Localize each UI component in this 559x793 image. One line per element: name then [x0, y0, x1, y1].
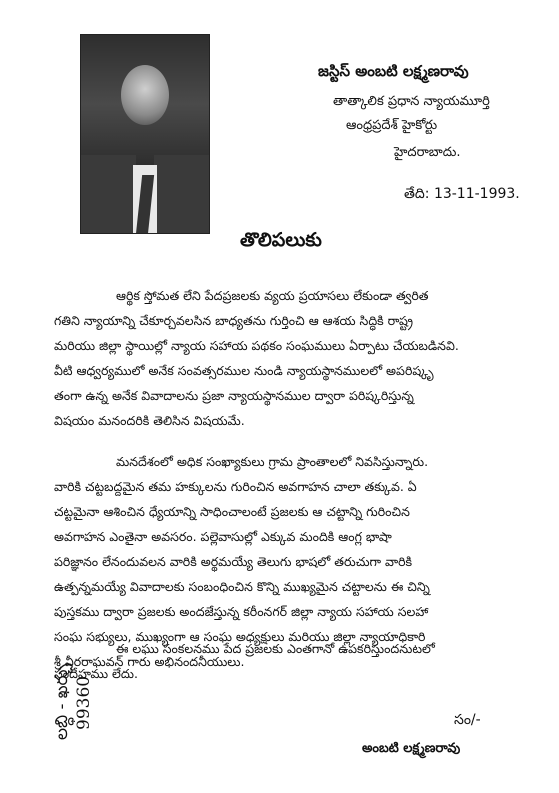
paragraph-line: విషయం మనందరికి తెలిసిన విషయమే. — [54, 413, 245, 428]
paragraph-line: పరిజ్ఞానం లేనందువలన వారికి అర్థమయ్యే తెలుగు భాషలో తరుచుగా వారికి — [54, 554, 413, 569]
signatory-name: అంబటి లక్ష్మణరావు — [362, 741, 461, 756]
signature-mark: సం/- — [454, 712, 481, 728]
paragraph-line: అవగాహన ఎంతైనా అవసరం. పల్లెవాసుల్లో ఎక్కువ మందికి ఆంగ్ల భాషా — [54, 529, 392, 544]
paragraph-line: వారికి చట్టబద్దమైన తమ హక్కులను గురించిన అవగాహన చాలా తక్కువ. ఏ — [54, 479, 417, 494]
paragraph-line: తంగా ఉన్న అనేక వివాదాలను ప్రజా న్యాయస్థానముల ద్వారా పరిష్కరిస్తున్న — [54, 388, 414, 403]
paragraph-line: మనదేశంలో అధిక సంఖ్యాకులు గ్రామ ప్రాంతాలలో నివసిస్తున్నారు. — [116, 454, 429, 469]
paragraph-line: వీటి ఆధ్వర్యములో అనేక సంవత్సరముల నుండి న్యాయస్థానములలో అపరిష్కృ — [54, 363, 434, 378]
portrait-photo — [80, 34, 210, 234]
author-name: జస్టిస్ అంబటి లక్ష్మణరావు — [318, 62, 469, 80]
paragraph-line: పుస్తకము ద్వారా ప్రజలకు అందజేస్తున్న కరీంనగర్ జిల్లా న్యాయ సహాయ సలహా — [54, 604, 429, 619]
paragraph-line: సందేహము లేదు. — [54, 666, 138, 681]
paragraph-line: మరియు జిల్లా స్థాయిల్లో న్యాయ సహాయ పథకం సంఘములు ఏర్పాటు చేయబడినవి. — [54, 338, 459, 353]
page-title: తొలిపలుకు — [240, 229, 322, 251]
margin-note-line: 99360 — [74, 675, 94, 730]
paragraph-line: ఆర్థిక స్తోమత లేని పేదప్రజలకు వ్యయ ప్రయాసలు లేకుండా త్వరిత — [116, 288, 429, 303]
paragraph-1 — [54, 283, 518, 433]
paragraph-line: ఉత్పన్నమయ్యే వివాదాలకు సంబంధించిన కొన్ని ముఖ్యమైన చట్టాలను ఈ చిన్ని — [54, 579, 430, 594]
margin-note-line: లబ్ధి - ఖర్చు — [52, 663, 72, 740]
author-city: హైదరాబాదు. — [394, 145, 461, 160]
author-court: ఆంధ్రప్రదేశ్ హైకోర్టు — [346, 118, 438, 133]
handwritten-margin-note — [52, 640, 132, 740]
paragraph-line: సంఘ సభ్యులు, ముఖ్యంగా ఆ సంఘ అధ్యక్షులు మరియు జిల్లా న్యాయాధికారి — [54, 629, 426, 644]
portrait-head — [121, 65, 169, 125]
portrait-jacket-right — [154, 155, 209, 234]
document-date: తేది: 13-11-1993. — [404, 186, 520, 202]
paragraph-line: శ్రీ వీరరాఘవన్ గారు అభినందనీయులు. — [54, 654, 245, 669]
author-designation: తాత్కాలిక ప్రధాన న్యాయమూర్తి — [333, 94, 490, 109]
paragraph-line: చట్టమైనా ఆశించిన ధ్యేయాన్ని సాధించాలంటే ప్రజలకు ఆ చట్టాన్ని గురించిన — [54, 504, 410, 519]
portrait-jacket-left — [81, 155, 136, 234]
paragraph-line: గతిని న్యాయాన్ని చేకూర్చవలసిన బాధ్యతను గుర్తించి ఆ ఆశయ సిద్ధికి రాష్ట్ర — [54, 313, 413, 328]
paragraph-line: ఈ లఘు సంకలనము పేద ప్రజలకు ఎంతగానో ఉపకరిస్తుందనుటలో — [116, 641, 435, 656]
